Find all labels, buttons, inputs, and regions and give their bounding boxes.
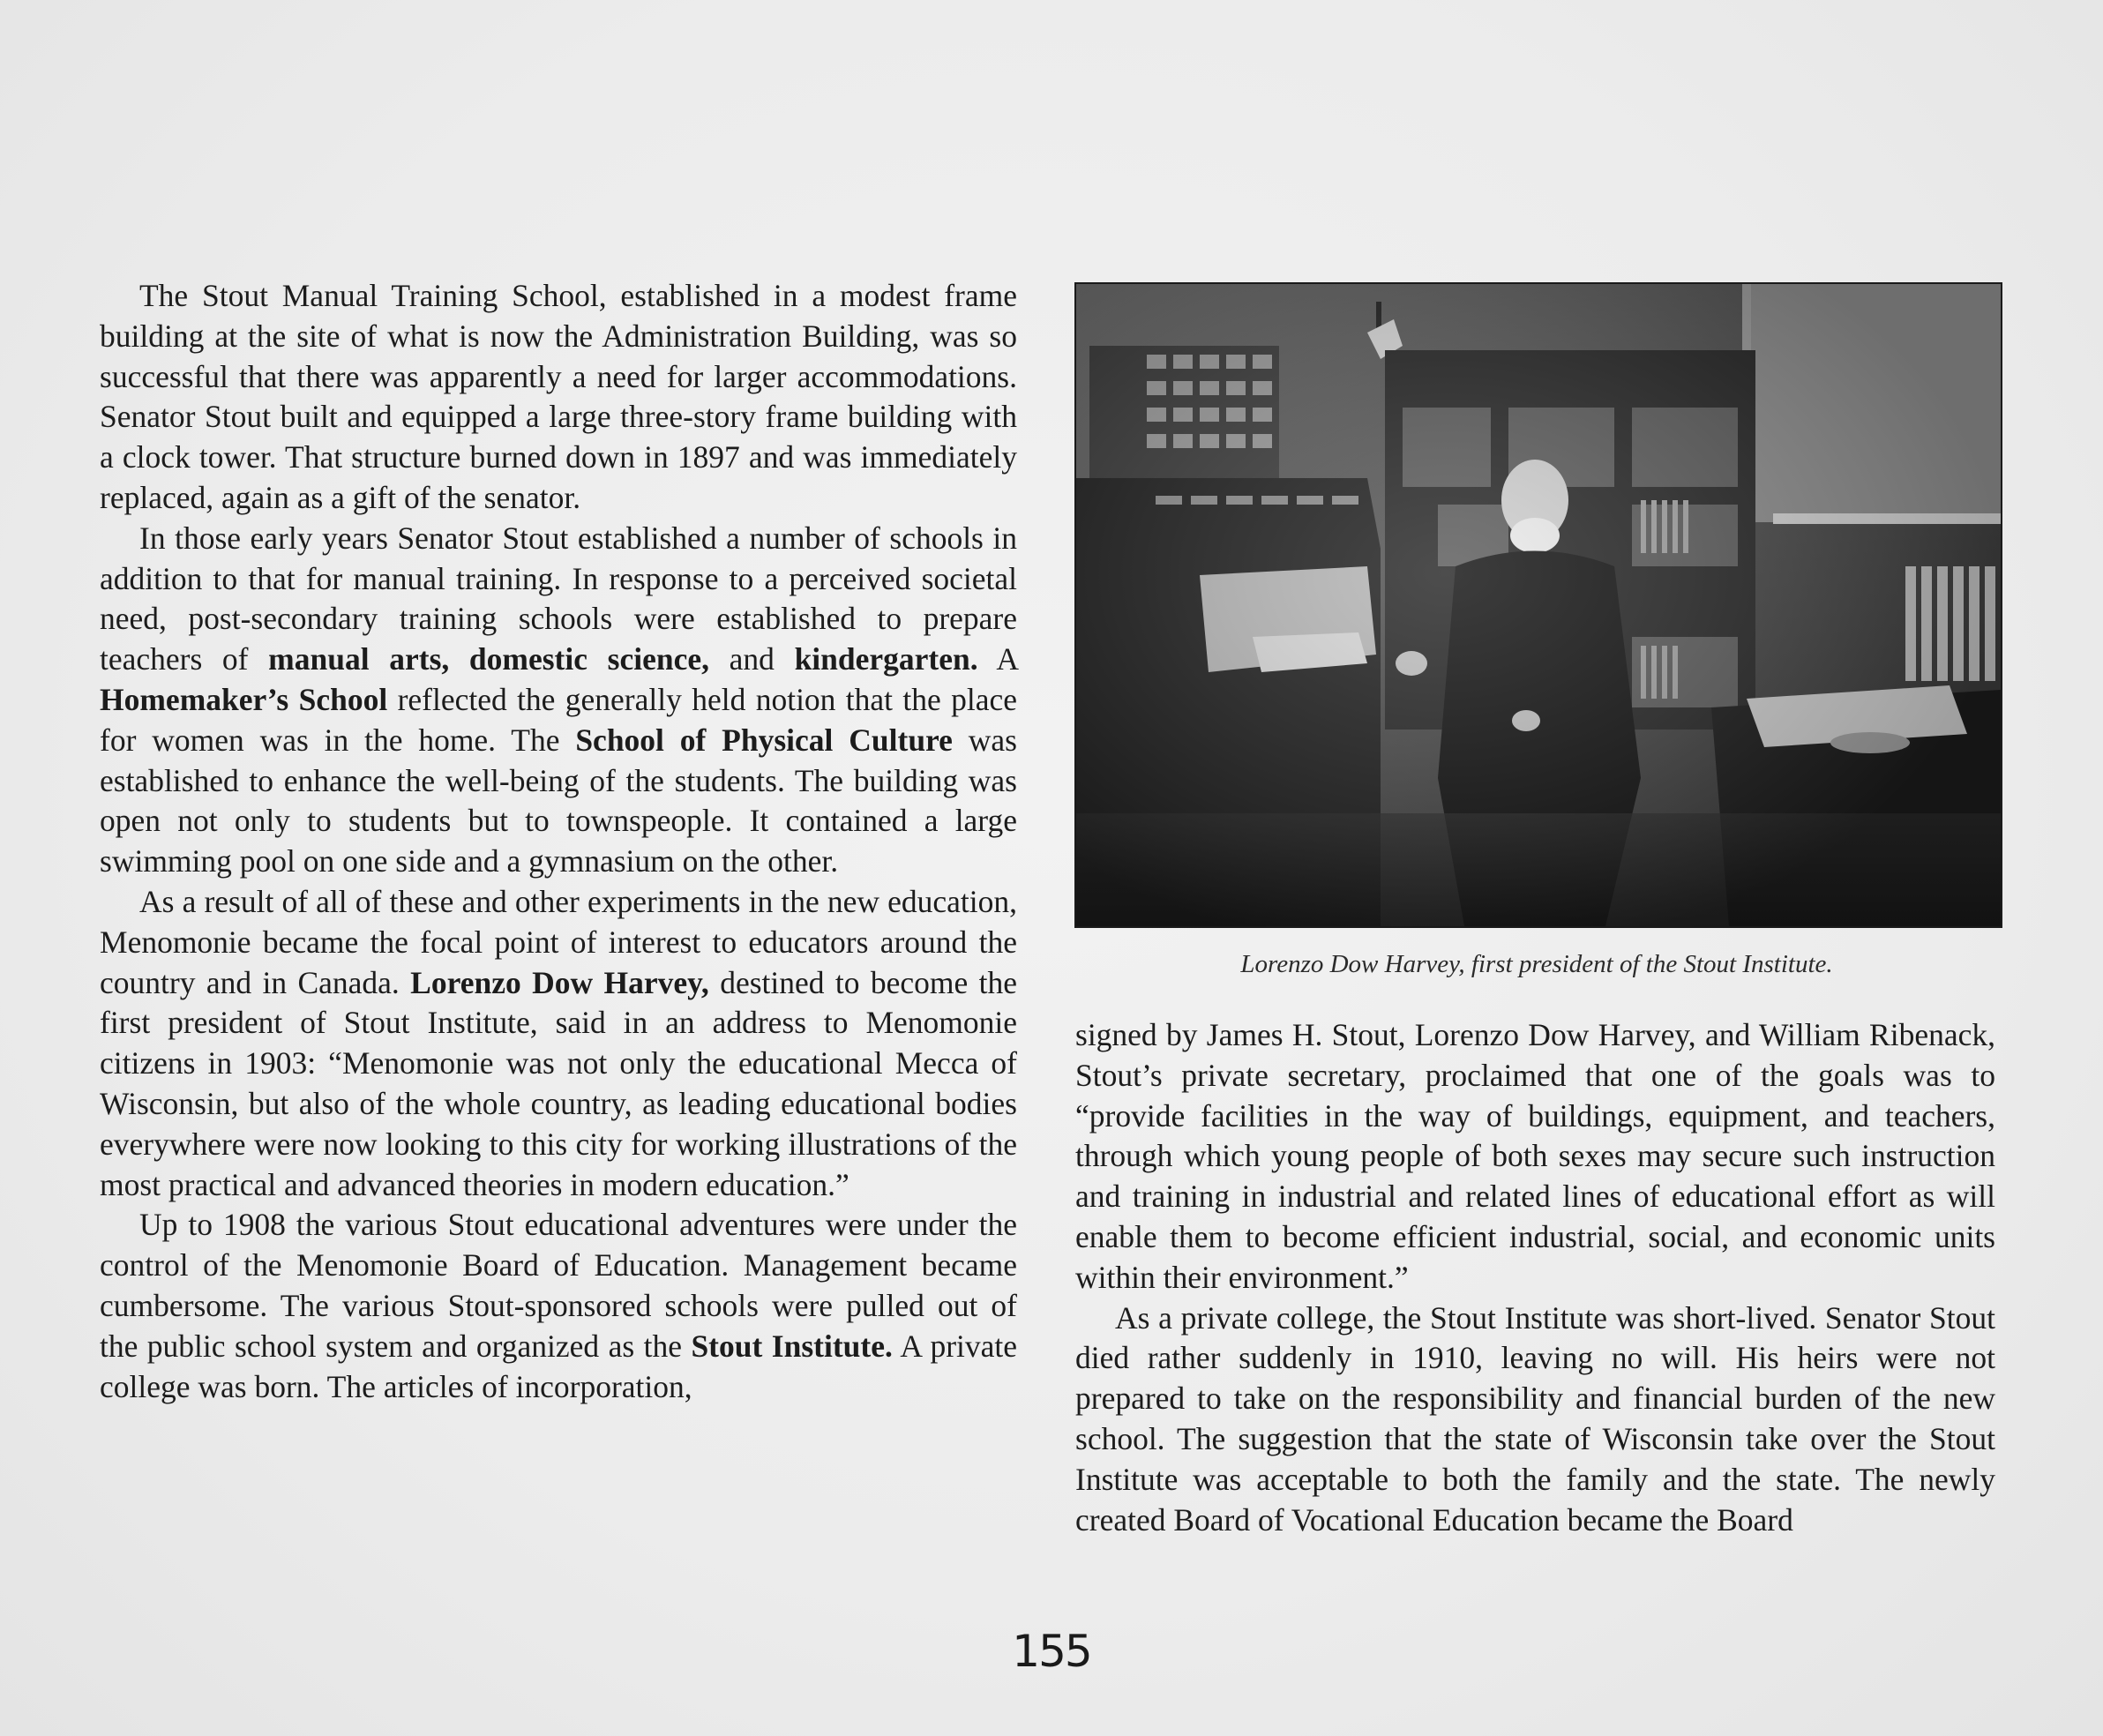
paragraph [100,276,1017,519]
text-run: and [708,641,795,677]
text-run: A private college was born. The articles of incorporation, [100,1328,1018,1404]
text-run: Up to 1908 the various Stout educational adventures were under the control of the Menomonie Board of Education. Management became cumbersome. The various Stout-sponsored schools were pulled out of the public school system and organized as the [100,1207,1017,1364]
text-run: signed by James H. Stout, Lorenzo Dow Harvey, and William Ribenack, Stout’s private secretary, proclaimed that one of the goals was to “provide facilities in the way of buildings, equipment, and teachers, through which young people of both sexes may secure such instruction and training in industrial and related lines of educational effort as will enable them to become efficient industrial, social, and economic units within their environment.” [1075,1017,1995,1295]
paragraph [1075,1298,1995,1541]
text-run: A [977,641,1017,677]
text-run: The Stout Manual Training School, established in a modest frame building at the site of what is now the Administration Building, was so successful that there was apparently a need for larger accommodations. Senator Stout built and equipped a large three-story frame building with a clock tower. That structure burned down in 1897 and was immediately replaced, again as a gift of the senator. [100,278,1017,515]
page-number: 155 [1012,1626,1091,1677]
bold-term: kindergarten. [794,641,978,677]
text-run: As a private college, the Stout Institute was short-lived. Senator Stout died rather suddenly in 1910, leaving no will. His heirs were not prepared to take on the responsibility and financial burden of the new school. The suggestion that the state of Wisconsin take over the Stout Institute was acceptable to both the family and the state. The newly created Board of Vocational Education became the Board [1075,1299,1995,1538]
photo-caption: Lorenzo Dow Harvey, first president of the Stout Institute. [1240,950,1833,978]
text-run: As a result of all of these and other experiments in the new education, Menomonie became the focal point of interest to educators around the country and in Canada. [100,883,1017,1000]
historical-photo [1074,282,2002,928]
bold-term: Lorenzo Dow Harvey, [410,964,709,1000]
text-run: reflected the generally held notion that the place for women was in the home. The [100,681,1017,758]
text-run: destined to become the first president of Stout Institute, said in an address to Menomonie citizens in 1903: “Menomonie was not only the educational Mecca of Wisconsin, but also of the whole country, as leading educational bodies everywhere were now looking to this city for working illustrations of the most practical and advanced theories in modern education.” [100,964,1018,1202]
bold-term: manual arts, domestic science, [268,641,709,677]
paragraph [100,1205,1017,1407]
bold-term: Stout Institute. [691,1328,893,1364]
bold-term: Homemaker’s School [100,681,388,717]
paragraph [1075,1015,1995,1298]
bold-term: School of Physical Culture [575,722,953,758]
text-run: was established to enhance the well-being of the students. The building was open not only to students but to townspeople. It contained a large swimming pool on one side and a gymnasium on the other. [100,722,1017,879]
left-text-column [100,276,1017,1407]
paragraph [100,882,1017,1205]
right-text-column [1075,1015,1995,1540]
paragraph [100,519,1017,882]
text-run: In those early years Senator Stout established a number of schools in addition to that for manual training. In response to a perceived societal need, post-secondary training schools were established to prepare teachers of [100,520,1017,677]
